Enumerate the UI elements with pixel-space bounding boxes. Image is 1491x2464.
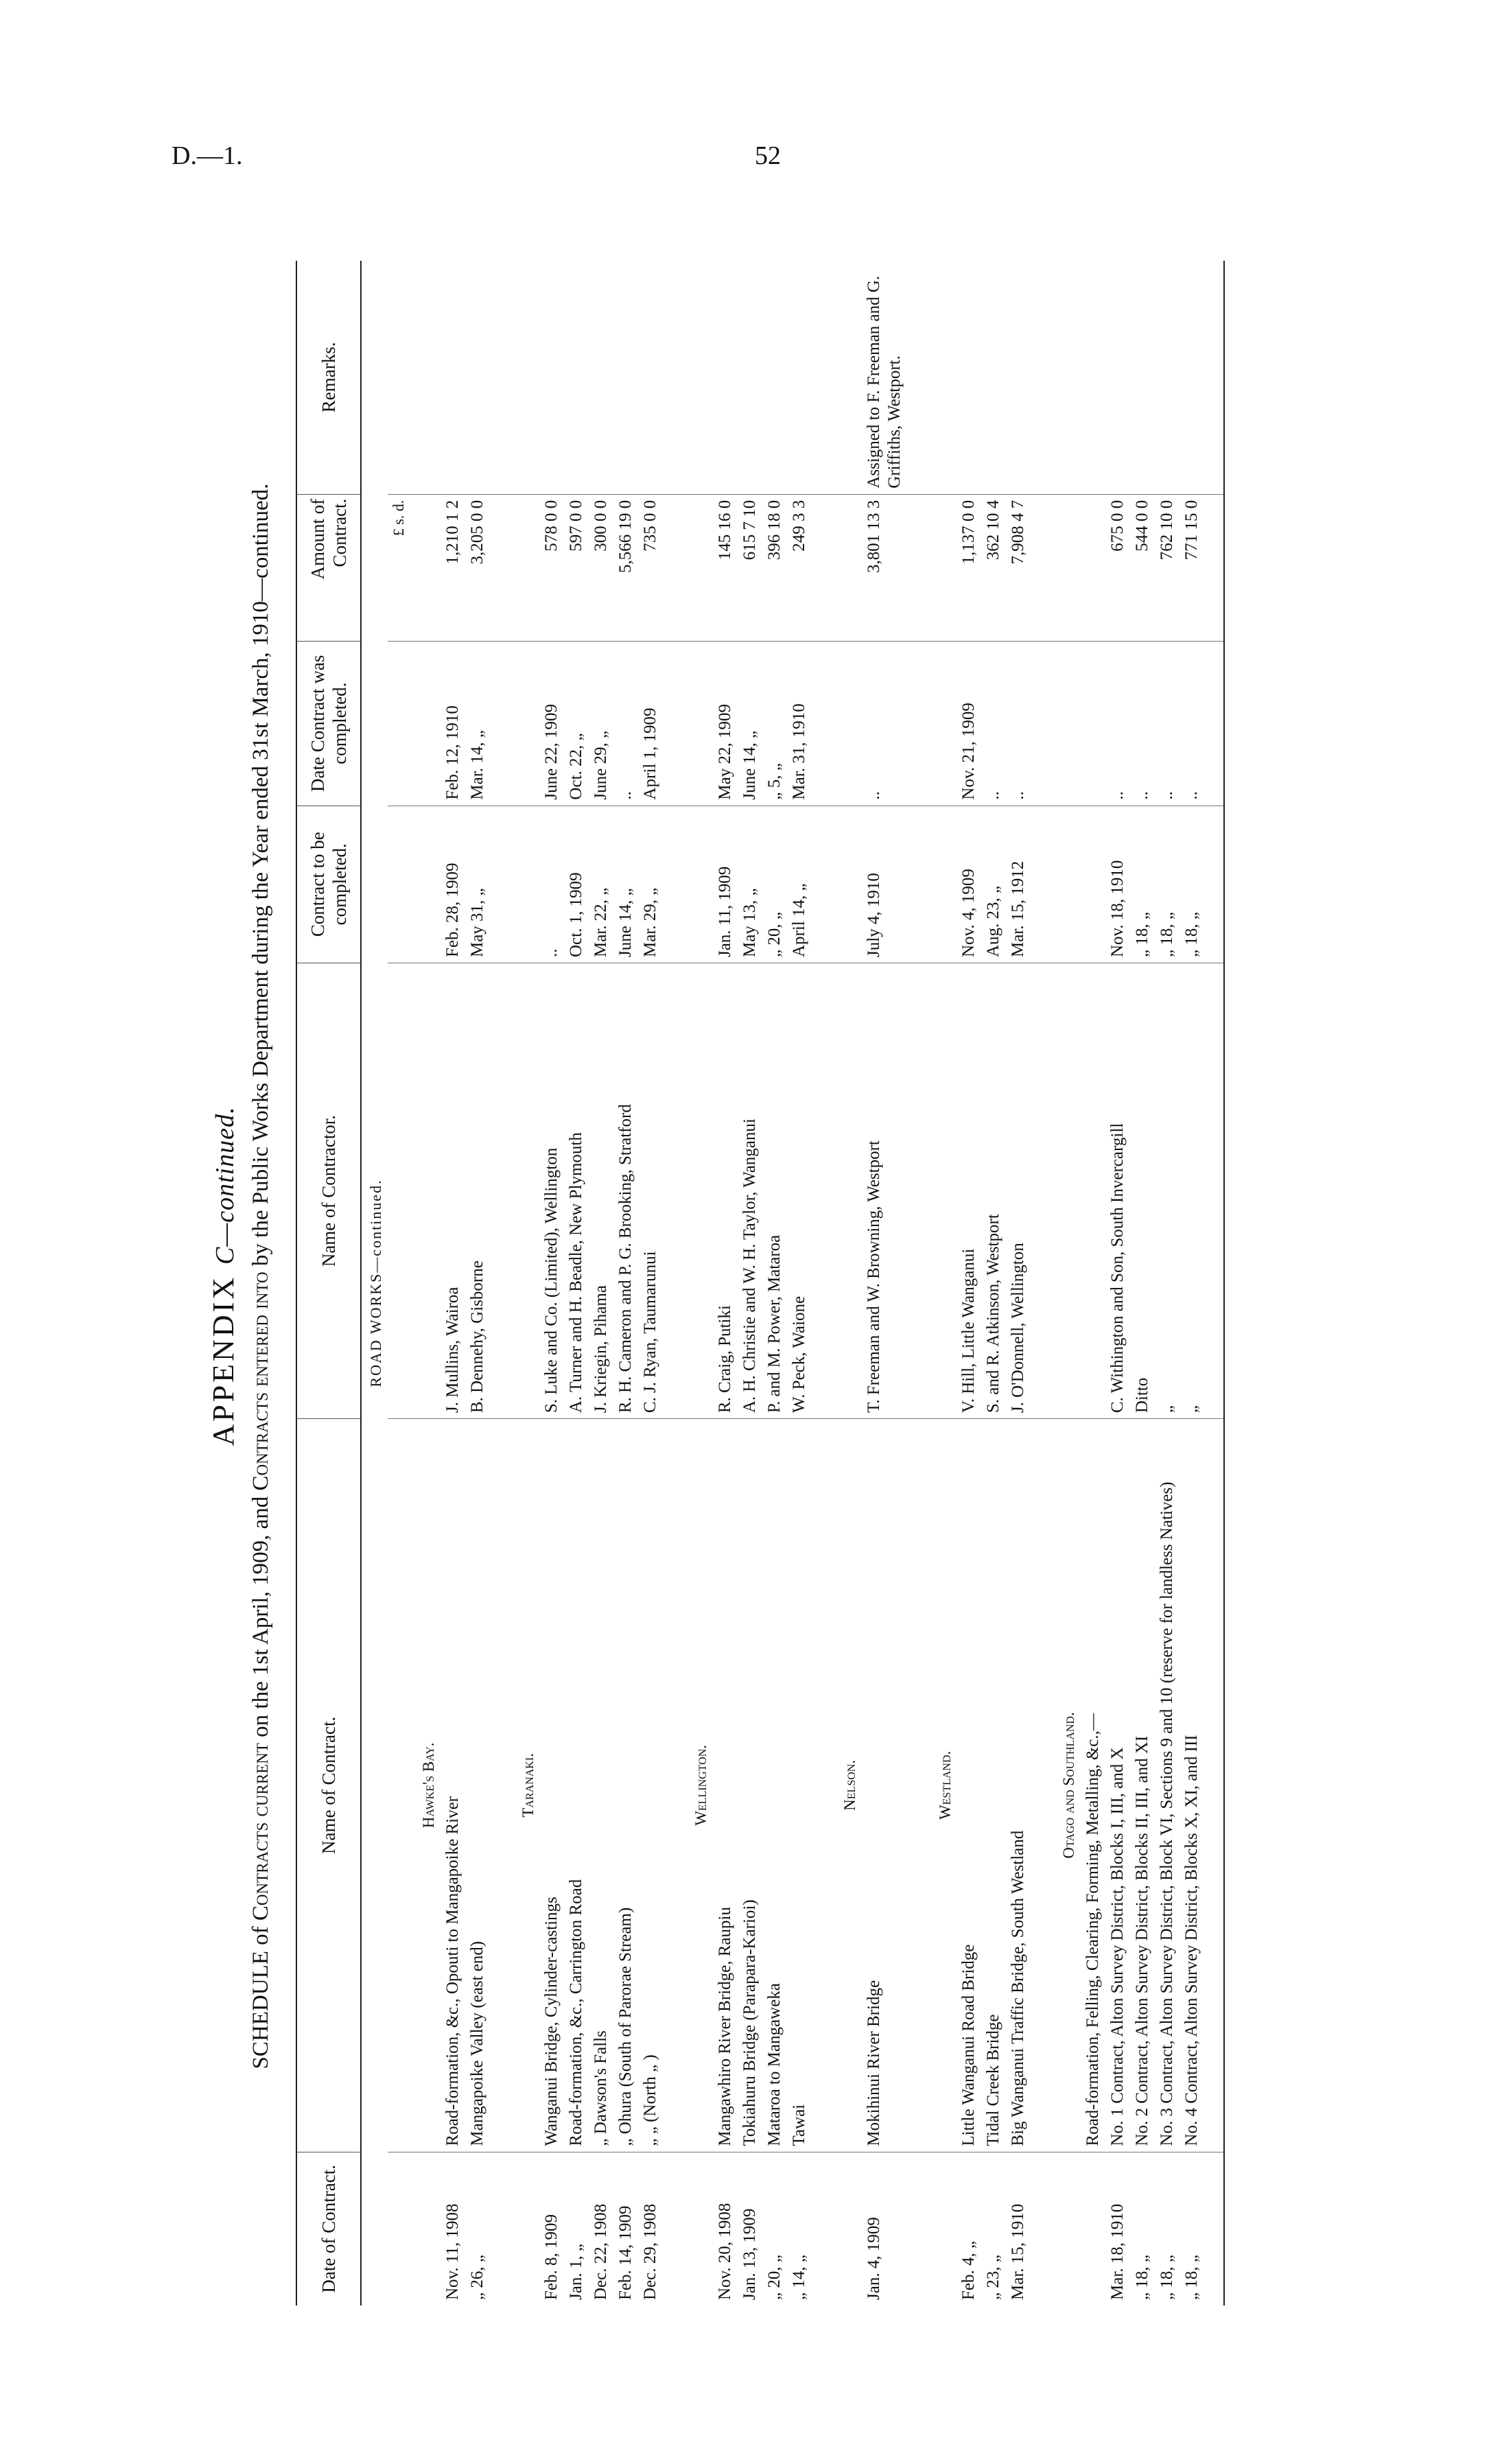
- cell-name: Little Wanganui Road Bridge: [956, 1419, 981, 2152]
- empty-cell: [831, 2152, 862, 2305]
- cell-contractor: R. H. Cameron and P. G. Brooking, Stratford: [613, 963, 638, 1419]
- cell-name: Mangapoike Valley (east end): [465, 1419, 490, 2152]
- cell-contractor: S. Luke and Co. (Limited), Wellington: [539, 963, 564, 1419]
- region-heading: Nelson.: [831, 1419, 862, 2152]
- empty-cell: [1031, 2152, 1050, 2305]
- empty-cell: [831, 963, 862, 1419]
- empty-cell: [663, 2152, 682, 2305]
- schedule-mid: on the 1st April, 1909, and: [248, 1496, 273, 1737]
- cell-contractor: V. Hill, Little Wanganui: [956, 963, 981, 1419]
- empty-cell: [907, 806, 926, 963]
- empty-cell: [812, 261, 831, 494]
- col-date: Date of Contract.: [296, 2152, 362, 2305]
- col-completed: Date Contract was completed.: [296, 642, 362, 806]
- spacer-row: [812, 261, 831, 2305]
- table-row: [1081, 261, 1105, 2305]
- spacer-row: [490, 261, 509, 2305]
- region-row: [682, 261, 713, 2305]
- cell-name: Mataroa to Mangaweka: [762, 1419, 787, 2152]
- region-row: [410, 261, 441, 2305]
- cell-name: Tawai: [787, 1419, 812, 2152]
- empty-cell: [907, 2152, 926, 2305]
- cell-name: Wanganui Bridge, Cylinder-castings: [539, 1419, 564, 2152]
- cell-date: „ 18, „: [1155, 2152, 1179, 2305]
- empty-cell: [1204, 494, 1224, 641]
- table-row: [1006, 261, 1031, 2305]
- cell-date: „ 20, „: [762, 2152, 787, 2305]
- cell-amount: [1081, 494, 1105, 641]
- empty-cell: [831, 806, 862, 963]
- cell-completed: June 22, 1909: [539, 642, 564, 806]
- col-remarks: Remarks.: [296, 261, 362, 494]
- contracts-table: [296, 261, 1225, 2305]
- region-row: [926, 261, 957, 2305]
- cell-completed: ..: [1155, 642, 1179, 806]
- cell-name: No. 1 Contract, Alton Survey District, Blocks I, III, and X: [1105, 1419, 1130, 2152]
- empty-cell: [509, 642, 540, 806]
- region-row: [1050, 261, 1081, 2305]
- cell-remarks: [1105, 261, 1130, 494]
- empty-cell: [509, 494, 540, 641]
- cell-date: Nov. 20, 1908: [713, 2152, 738, 2305]
- cell-date: „ 26, „: [465, 2152, 490, 2305]
- region-heading: Otago and Southland.: [1050, 1419, 1081, 2152]
- cell-amount: 362 10 4: [981, 494, 1006, 641]
- cell-to-be-completed: Oct. 1, 1909: [564, 806, 589, 963]
- appendix-continued: C—continued.: [211, 1106, 239, 1265]
- cell-remarks: [539, 261, 564, 494]
- cell-date: Jan. 1, „: [564, 2152, 589, 2305]
- cell-contractor: J. Mullins, Wairoa: [441, 963, 465, 1419]
- table-row: [762, 261, 787, 2305]
- cell-remarks: [956, 261, 981, 494]
- empty-cell: [388, 642, 410, 806]
- schedule-caps-2: Contracts entered into: [248, 1271, 273, 1491]
- cell-amount: 3,205 0 0: [465, 494, 490, 641]
- empty-cell: [663, 806, 682, 963]
- cell-to-be-completed: Jan. 11, 1909: [713, 806, 738, 963]
- cell-remarks: [638, 261, 663, 494]
- empty-cell: [490, 642, 509, 806]
- cell-completed: ..: [981, 642, 1006, 806]
- table-row: [1179, 261, 1204, 2305]
- schedule-prefix: SCHEDULE of: [248, 1926, 273, 2069]
- empty-cell: [812, 642, 831, 806]
- empty-cell: [663, 963, 682, 1419]
- cell-completed: April 1, 1909: [638, 642, 663, 806]
- col-amount: Amount of Contract.: [296, 494, 362, 641]
- cell-name: „ Dawson's Falls: [589, 1419, 613, 2152]
- table-row: [738, 261, 762, 2305]
- cell-name: Big Wanganui Traffic Bridge, South Westland: [1006, 1419, 1031, 2152]
- empty-cell: [490, 963, 509, 1419]
- cell-to-be-completed: [1081, 806, 1105, 963]
- cell-amount: 1,137 0 0: [956, 494, 981, 641]
- cell-remarks: [613, 261, 638, 494]
- empty-cell: [1031, 806, 1050, 963]
- cell-to-be-completed: May 31, „: [465, 806, 490, 963]
- cell-date: Feb. 14, 1909: [613, 2152, 638, 2305]
- empty-cell: [682, 642, 713, 806]
- empty-cell: [926, 261, 957, 494]
- empty-cell: [410, 261, 441, 494]
- empty-cell: [1204, 2152, 1224, 2305]
- cell-to-be-completed: April 14, „: [787, 806, 812, 963]
- cell-contractor: [1081, 963, 1105, 1419]
- cell-to-be-completed: Aug. 23, „: [981, 806, 1006, 963]
- cell-contractor: A. Turner and H. Beadle, New Plymouth: [564, 963, 589, 1419]
- empty-cell: [388, 261, 410, 494]
- empty-cell: [682, 2152, 713, 2305]
- cell-date: Mar. 15, 1910: [1006, 2152, 1031, 2305]
- empty-cell: [926, 494, 957, 641]
- empty-cell: [682, 494, 713, 641]
- empty-cell: [490, 1419, 509, 2152]
- empty-cell: [831, 494, 862, 641]
- cell-completed: ..: [1105, 642, 1130, 806]
- empty-cell: [1031, 1419, 1050, 2152]
- cell-contractor: „: [1179, 963, 1204, 1419]
- cell-remarks: [762, 261, 787, 494]
- cell-to-be-completed: Mar. 22, „: [589, 806, 613, 963]
- cell-to-be-completed: Nov. 4, 1909: [956, 806, 981, 963]
- empty-cell: [663, 261, 682, 494]
- cell-amount: 615 7 10: [738, 494, 762, 641]
- table-row: [713, 261, 738, 2305]
- cell-contractor: S. and R. Atkinson, Westport: [981, 963, 1006, 1419]
- cell-contractor: „: [1155, 963, 1179, 1419]
- empty-cell: [1204, 261, 1224, 494]
- empty-cell: [663, 1419, 682, 2152]
- empty-cell: [410, 963, 441, 1419]
- empty-cell: [509, 963, 540, 1419]
- appendix-label: APPENDIX: [207, 1274, 240, 1446]
- empty-cell: [1031, 494, 1050, 641]
- cell-completed: ..: [1006, 642, 1031, 806]
- table-row: [539, 261, 564, 2305]
- cell-date: „ 18, „: [1130, 2152, 1155, 2305]
- col-contractor: Name of Contractor.: [296, 963, 362, 1419]
- spacer-row: [1031, 261, 1050, 2305]
- table-row: [862, 261, 907, 2305]
- table-row: [956, 261, 981, 2305]
- cell-to-be-completed: Feb. 28, 1909: [441, 806, 465, 963]
- empty-cell: [388, 1419, 410, 2152]
- empty-cell: [812, 494, 831, 641]
- schedule-caps-1: Contracts current: [248, 1743, 273, 1921]
- cell-remarks: [441, 261, 465, 494]
- empty-cell: [812, 806, 831, 963]
- cell-name: No. 2 Contract, Alton Survey District, Blocks II, III, and XI: [1130, 1419, 1155, 2152]
- empty-cell: [926, 2152, 957, 2305]
- cell-name: No. 4 Contract, Alton Survey District, Blocks X, XI, and III: [1179, 1419, 1204, 2152]
- cell-to-be-completed: ..: [539, 806, 564, 963]
- table-row: [441, 261, 465, 2305]
- cell-to-be-completed: May 13, „: [738, 806, 762, 963]
- cell-name: Tidal Creek Bridge: [981, 1419, 1006, 2152]
- schedule-title: [248, 247, 275, 2305]
- cell-to-be-completed: „ 18, „: [1155, 806, 1179, 963]
- empty-cell: [1050, 963, 1081, 1419]
- amount-units: £ s. d.: [388, 494, 410, 641]
- cell-remarks: [1155, 261, 1179, 494]
- cell-completed: ..: [1179, 642, 1204, 806]
- cell-date: Nov. 11, 1908: [441, 2152, 465, 2305]
- empty-cell: [1204, 642, 1224, 806]
- table-row: [1155, 261, 1179, 2305]
- cell-date: „ 23, „: [981, 2152, 1006, 2305]
- region-heading: Taranaki.: [509, 1419, 540, 2152]
- empty-cell: [1031, 261, 1050, 494]
- table-row: [564, 261, 589, 2305]
- empty-cell: [812, 1419, 831, 2152]
- empty-cell: [1050, 806, 1081, 963]
- cell-amount: 762 10 0: [1155, 494, 1179, 641]
- cell-remarks: [1179, 261, 1204, 494]
- cell-completed: June 29, „: [589, 642, 613, 806]
- page-reference: D.—1.: [172, 141, 243, 170]
- cell-amount: 544 0 0: [1130, 494, 1155, 641]
- header-row: [296, 261, 362, 2305]
- spacer-row: [1204, 261, 1224, 2305]
- region-heading: Westland.: [926, 1419, 957, 2152]
- appendix-title: [206, 247, 241, 2305]
- cell-completed: Feb. 12, 1910: [441, 642, 465, 806]
- cell-name: Road-formation, Felling, Clearing, Forming, Metalling, &c.,—: [1081, 1419, 1105, 2152]
- section-row: [361, 261, 387, 2305]
- table-row: [465, 261, 490, 2305]
- cell-amount: 771 15 0: [1179, 494, 1204, 641]
- cell-remarks: [564, 261, 589, 494]
- schedule-rest: by the Public Works Department during the Year ended 31st March, 1910—continued.: [248, 483, 273, 1267]
- empty-cell: [1031, 963, 1050, 1419]
- empty-cell: [682, 806, 713, 963]
- empty-cell: [663, 642, 682, 806]
- region-row: [509, 261, 540, 2305]
- cell-name: Road-formation, &c., Opouti to Mangapoike River: [441, 1419, 465, 2152]
- cell-amount: 300 0 0: [589, 494, 613, 641]
- cell-name: Tokiahuru Bridge (Parapara-Karioi): [738, 1419, 762, 2152]
- cell-completed: Mar. 31, 1910: [787, 642, 812, 806]
- cell-completed: ..: [613, 642, 638, 806]
- empty-cell: [1031, 642, 1050, 806]
- cell-amount: 5,566 19 0: [613, 494, 638, 641]
- cell-completed: Oct. 22, „: [564, 642, 589, 806]
- cell-amount: 578 0 0: [539, 494, 564, 641]
- empty-cell: [907, 1419, 926, 2152]
- empty-cell: [831, 261, 862, 494]
- table-row: [1130, 261, 1155, 2305]
- cell-contractor: A. H. Christie and W. H. Taylor, Wanganui: [738, 963, 762, 1419]
- cell-contractor: J. O'Donnell, Wellington: [1006, 963, 1031, 1419]
- cell-remarks: [1006, 261, 1031, 494]
- unit-row: [388, 261, 410, 2305]
- cell-to-be-completed: „ 20, „: [762, 806, 787, 963]
- cell-amount: 1,210 1 2: [441, 494, 465, 641]
- table-row: [613, 261, 638, 2305]
- empty-cell: [410, 642, 441, 806]
- empty-cell: [410, 2152, 441, 2305]
- region-row: [831, 261, 862, 2305]
- empty-cell: [907, 494, 926, 641]
- empty-cell: [509, 806, 540, 963]
- cell-remarks: [1081, 261, 1105, 494]
- cell-remarks: [589, 261, 613, 494]
- cell-name: „ Ohura (South of Parorae Stream): [613, 1419, 638, 2152]
- empty-cell: [1050, 494, 1081, 641]
- table-row: [787, 261, 812, 2305]
- table-row: [638, 261, 663, 2305]
- cell-remarks: [981, 261, 1006, 494]
- cell-completed: Nov. 21, 1909: [956, 642, 981, 806]
- region-heading: Wellington.: [682, 1419, 713, 2152]
- empty-cell: [926, 806, 957, 963]
- cell-amount: 675 0 0: [1105, 494, 1130, 641]
- empty-cell: [1204, 806, 1224, 963]
- cell-to-be-completed: „ 18, „: [1130, 806, 1155, 963]
- table-body: [361, 261, 1223, 2305]
- cell-date: Jan. 4, 1909: [862, 2152, 907, 2305]
- cell-remarks: [713, 261, 738, 494]
- empty-cell: [388, 2152, 410, 2305]
- cell-completed: Mar. 14, „: [465, 642, 490, 806]
- rotated-schedule: [206, 247, 1372, 2305]
- cell-remarks: [738, 261, 762, 494]
- cell-contractor: C. J. Ryan, Taumarunui: [638, 963, 663, 1419]
- cell-date: Feb. 4, „: [956, 2152, 981, 2305]
- cell-contractor: C. Withington and Son, South Invercargill: [1105, 963, 1130, 1419]
- cell-remarks: [1130, 261, 1155, 494]
- cell-completed: June 14, „: [738, 642, 762, 806]
- cell-name: Road-formation, &c., Carrington Road: [564, 1419, 589, 2152]
- cell-name: No. 3 Contract, Alton Survey District, Block VI, Sections 9 and 10 (reserve for landless Natives): [1155, 1419, 1179, 2152]
- empty-cell: [388, 806, 410, 963]
- empty-cell: [388, 963, 410, 1419]
- empty-cell: [1204, 963, 1224, 1419]
- empty-cell: [490, 806, 509, 963]
- cell-to-be-completed: June 14, „: [613, 806, 638, 963]
- cell-amount: 597 0 0: [564, 494, 589, 641]
- cell-contractor: T. Freeman and W. Browning, Westport: [862, 963, 907, 1419]
- cell-date: Dec. 29, 1908: [638, 2152, 663, 2305]
- cell-name: Mokihinui River Bridge: [862, 1419, 907, 2152]
- cell-contractor: Ditto: [1130, 963, 1155, 1419]
- cell-date: Mar. 18, 1910: [1105, 2152, 1130, 2305]
- cell-completed: May 22, 1909: [713, 642, 738, 806]
- cell-to-be-completed: July 4, 1910: [862, 806, 907, 963]
- empty-cell: [1050, 642, 1081, 806]
- empty-cell: [812, 2152, 831, 2305]
- cell-completed: [1081, 642, 1105, 806]
- cell-completed: „ 5, „: [762, 642, 787, 806]
- empty-cell: [1204, 1419, 1224, 2152]
- cell-remarks: [787, 261, 812, 494]
- cell-amount: 145 16 0: [713, 494, 738, 641]
- cell-amount: 396 18 0: [762, 494, 787, 641]
- cell-contractor: P. and M. Power, Mataroa: [762, 963, 787, 1419]
- cell-date: „ 14, „: [787, 2152, 812, 2305]
- cell-remarks: Assigned to F. Freeman and G. Griffiths, Westport.: [864, 275, 904, 489]
- table-row: [589, 261, 613, 2305]
- cell-amount: 735 0 0: [638, 494, 663, 641]
- empty-cell: [682, 963, 713, 1419]
- col-name: Name of Contract.: [296, 1419, 362, 2152]
- cell-date: Jan. 13, 1909: [738, 2152, 762, 2305]
- cell-amount: 7,908 4 7: [1006, 494, 1031, 641]
- empty-cell: [663, 494, 682, 641]
- empty-cell: [926, 963, 957, 1419]
- empty-cell: [907, 642, 926, 806]
- spacer-row: [663, 261, 682, 2305]
- empty-cell: [509, 2152, 540, 2305]
- cell-amount: 249 3 3: [787, 494, 812, 641]
- cell-contractor: W. Peck, Waione: [787, 963, 812, 1419]
- cell-contractor: R. Craig, Putiki: [713, 963, 738, 1419]
- empty-cell: [509, 261, 540, 494]
- cell-to-be-completed: „ 18, „: [1179, 806, 1204, 963]
- empty-cell: [831, 642, 862, 806]
- cell-to-be-completed: Mar. 29, „: [638, 806, 663, 963]
- table-row: [1105, 261, 1130, 2305]
- empty-cell: [1050, 261, 1081, 494]
- region-heading: Hawke's Bay.: [410, 1419, 441, 2152]
- cell-date: [1081, 2152, 1105, 2305]
- cell-contractor: B. Dennehy, Gisborne: [465, 963, 490, 1419]
- empty-cell: [490, 2152, 509, 2305]
- empty-cell: [907, 261, 926, 494]
- empty-cell: [490, 261, 509, 494]
- empty-cell: [907, 963, 926, 1419]
- cell-name: „ „ (North „ ): [638, 1419, 663, 2152]
- empty-cell: [812, 963, 831, 1419]
- cell-completed: ..: [862, 642, 907, 806]
- page-number: 52: [755, 141, 781, 170]
- empty-cell: [682, 261, 713, 494]
- empty-cell: [410, 806, 441, 963]
- empty-cell: [490, 494, 509, 641]
- cell-to-be-completed: Nov. 18, 1910: [1105, 806, 1130, 963]
- col-to-be-completed: Contract to be completed.: [296, 806, 362, 963]
- empty-cell: [926, 642, 957, 806]
- table-row: [981, 261, 1006, 2305]
- cell-contractor: J. Kriegin, Pihama: [589, 963, 613, 1419]
- cell-date: Dec. 22, 1908: [589, 2152, 613, 2305]
- cell-name: Mangawhiro River Bridge, Raupiu: [713, 1419, 738, 2152]
- cell-remarks: [465, 261, 490, 494]
- empty-cell: [410, 494, 441, 641]
- spacer-row: [907, 261, 926, 2305]
- empty-cell: [1050, 2152, 1081, 2305]
- cell-completed: ..: [1130, 642, 1155, 806]
- cell-date: Feb. 8, 1909: [539, 2152, 564, 2305]
- cell-date: „ 18, „: [1179, 2152, 1204, 2305]
- section-heading: ROAD WORKS—continued.: [367, 1179, 385, 1387]
- cell-to-be-completed: Mar. 15, 1912: [1006, 806, 1031, 963]
- cell-amount: 3,801 13 3: [862, 494, 907, 641]
